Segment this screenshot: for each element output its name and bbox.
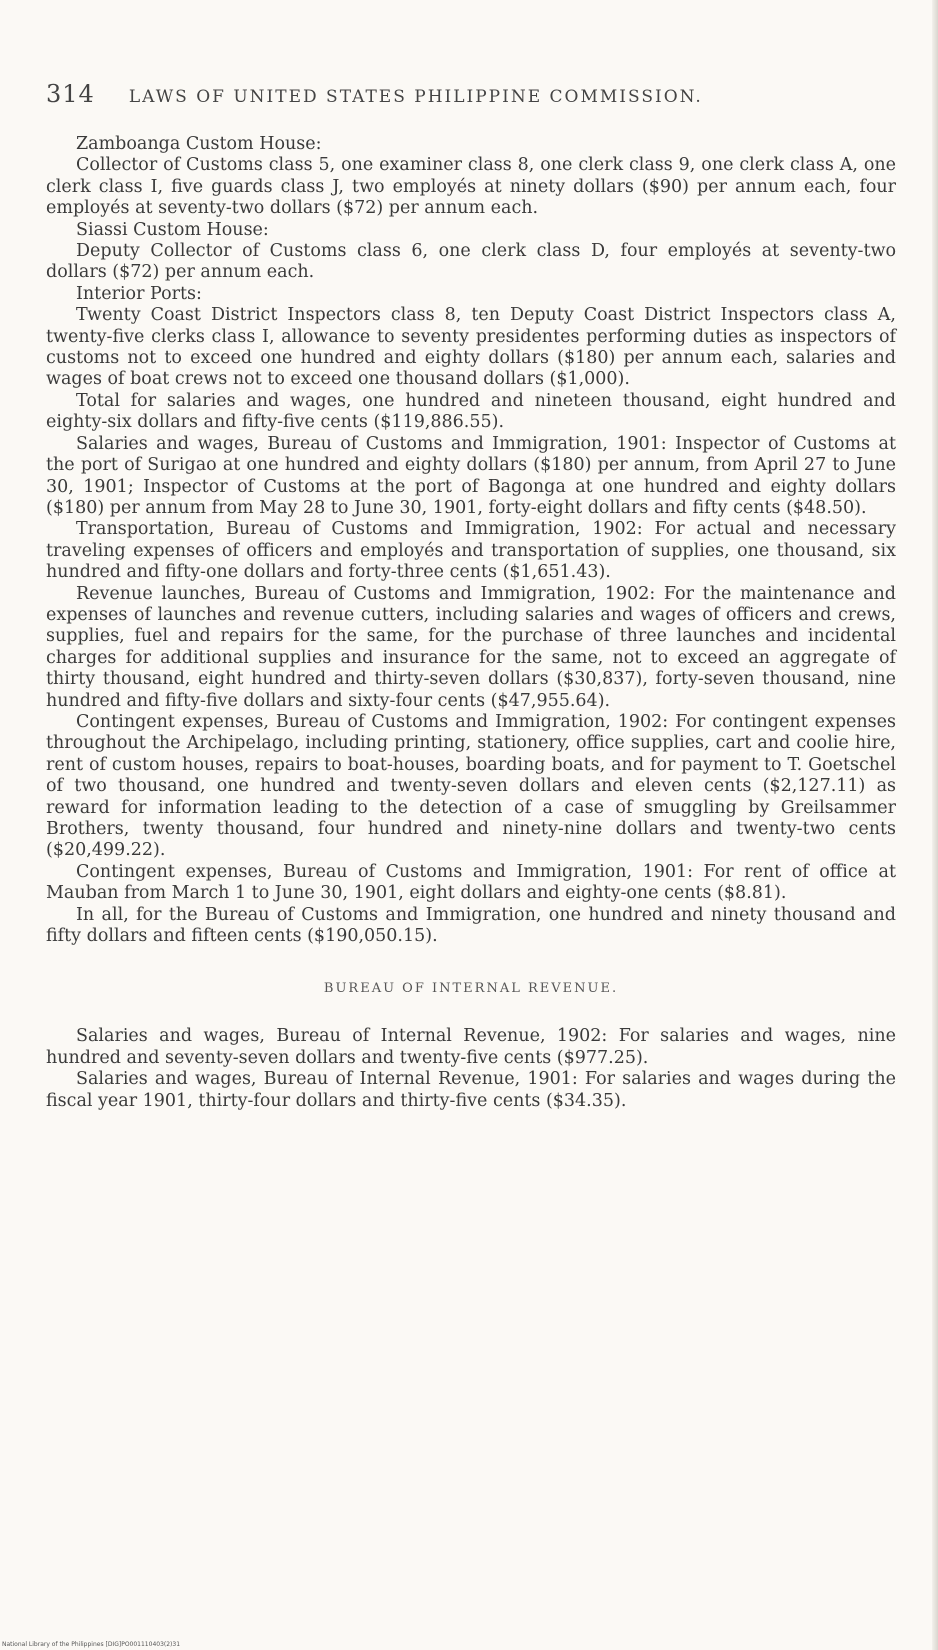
paragraph-siassi: Deputy Collector of Customs class 6, one clerk class D, four employés at seventy-two dollars ($72) per annum each. — [46, 241, 896, 283]
paragraph-salaries-1901: Salaries and wages, Bureau of Customs and Immigration, 1901: Inspector of Customs at the port of Surigao at one hundred and eighty dollars ($180) per annum, from April 27 to June 30, 1901; Inspector of Customs at the port of Bagonga at one hundred and eighty dollars ($180) per annum from May 28 to June 30, 1901, forty-eight dollars and fifty cents ($48.50). — [46, 433, 896, 518]
section-heading-internal-revenue: BUREAU OF INTERNAL REVENUE. — [323, 981, 619, 997]
page-number: 314 — [46, 80, 95, 108]
paragraph-interior-ports: Twenty Coast District Inspectors class 8, ten Deputy Coast District Inspectors class A, twenty-five clerks class I, allowance to seventy presidentes performing duties as inspectors of customs not to exceed one hundred and eighty dollars ($180) per annum each, salaries and wages of boat crews not to exceed one thousand dollars ($1,000). — [46, 305, 896, 390]
page-header — [46, 80, 896, 108]
paragraph-transportation: Transportation, Bureau of Customs and Immigration, 1902: For actual and necessary traveling expenses of officers and employés and transportation of supplies, one thousand, six hundred and fifty-one dollars and forty-three cents ($1,651.43). — [46, 519, 896, 583]
paragraph-contingent-1902: Contingent expenses, Bureau of Customs and Immigration, 1902: For contingent expenses throughout the Archipelago, including printing, stationery, office supplies, cart and coolie hire, rent of custom houses, repairs to boat-houses, boarding boats, and for payment to T. Goetschel of two thousand, one hundred and twenty-seven dollars and eleven cents ($2,127.11) as reward for information leading to the detection of a case of smuggling by Greilsammer Brothers, twenty thousand, four hundred and ninety-nine dollars and twenty-two cents ($20,499.22). — [46, 711, 896, 861]
subheading-interior-ports: Interior Ports: — [76, 283, 202, 304]
page-edge-shadow — [932, 0, 938, 1650]
paragraph-zamboanga: Collector of Customs class 5, one examiner class 8, one clerk class 9, one clerk class A, one clerk class I, five guards class J, two employés at ninety dollars ($90) per annum each, four employés at seventy-two dollars ($72) per annum each. — [46, 155, 896, 219]
footer-imprint: National Library of the Philippines [DIG]PO001110403(2)31 — [2, 1641, 181, 1648]
paragraph-contingent-1901: Contingent expenses, Bureau of Customs and Immigration, 1901: For rent of office at Mauban from March 1 to June 30, 1901, eight dollars and eighty-one cents ($8.81). — [46, 861, 896, 904]
running-title: LAWS OF UNITED STATES PHILIPPINE COMMISSION. — [128, 87, 703, 107]
paragraph-internal-revenue-1902: Salaries and wages, Bureau of Internal Revenue, 1902: For salaries and wages, nine hundred and seventy-seven dollars and twenty-five cents ($977.25). — [46, 1026, 896, 1068]
paragraph-total-salaries: Total for salaries and wages, one hundred and nineteen thousand, eight hundred and eighty-six dollars and fifty-five cents ($119,886.55). — [46, 390, 896, 433]
paragraph-in-all: In all, for the Bureau of Customs and Immigration, one hundred and ninety thousand and fifty dollars and fifteen cents ($190,050.15). — [46, 904, 896, 947]
document-page — [46, 80, 896, 1112]
subheading-zamboanga: Zamboanga Custom House: — [76, 134, 322, 154]
paragraph-internal-revenue-1901: Salaries and wages, Bureau of Internal Revenue, 1901: For salaries and wages during the fiscal year 1901, thirty-four dollars and thirty-five cents ($34.35). — [46, 1069, 896, 1111]
subheading-siassi: Siassi Custom House: — [76, 219, 269, 240]
paragraph-revenue-launches: Revenue launches, Bureau of Customs and Immigration, 1902: For the maintenance and expenses of launches and revenue cutters, including salaries and wages of officers and crews, supplies, fuel and repairs for the same, for the purchase of three launches and incidental charges for additional supplies and insurance for the same, not to exceed an aggregate of thirty thousand, eight hundred and thirty-seven dollars ($30,837), forty-seven thousand, nine hundred and fifty-five dollars and sixty-four cents ($47,955.64). — [46, 583, 896, 711]
